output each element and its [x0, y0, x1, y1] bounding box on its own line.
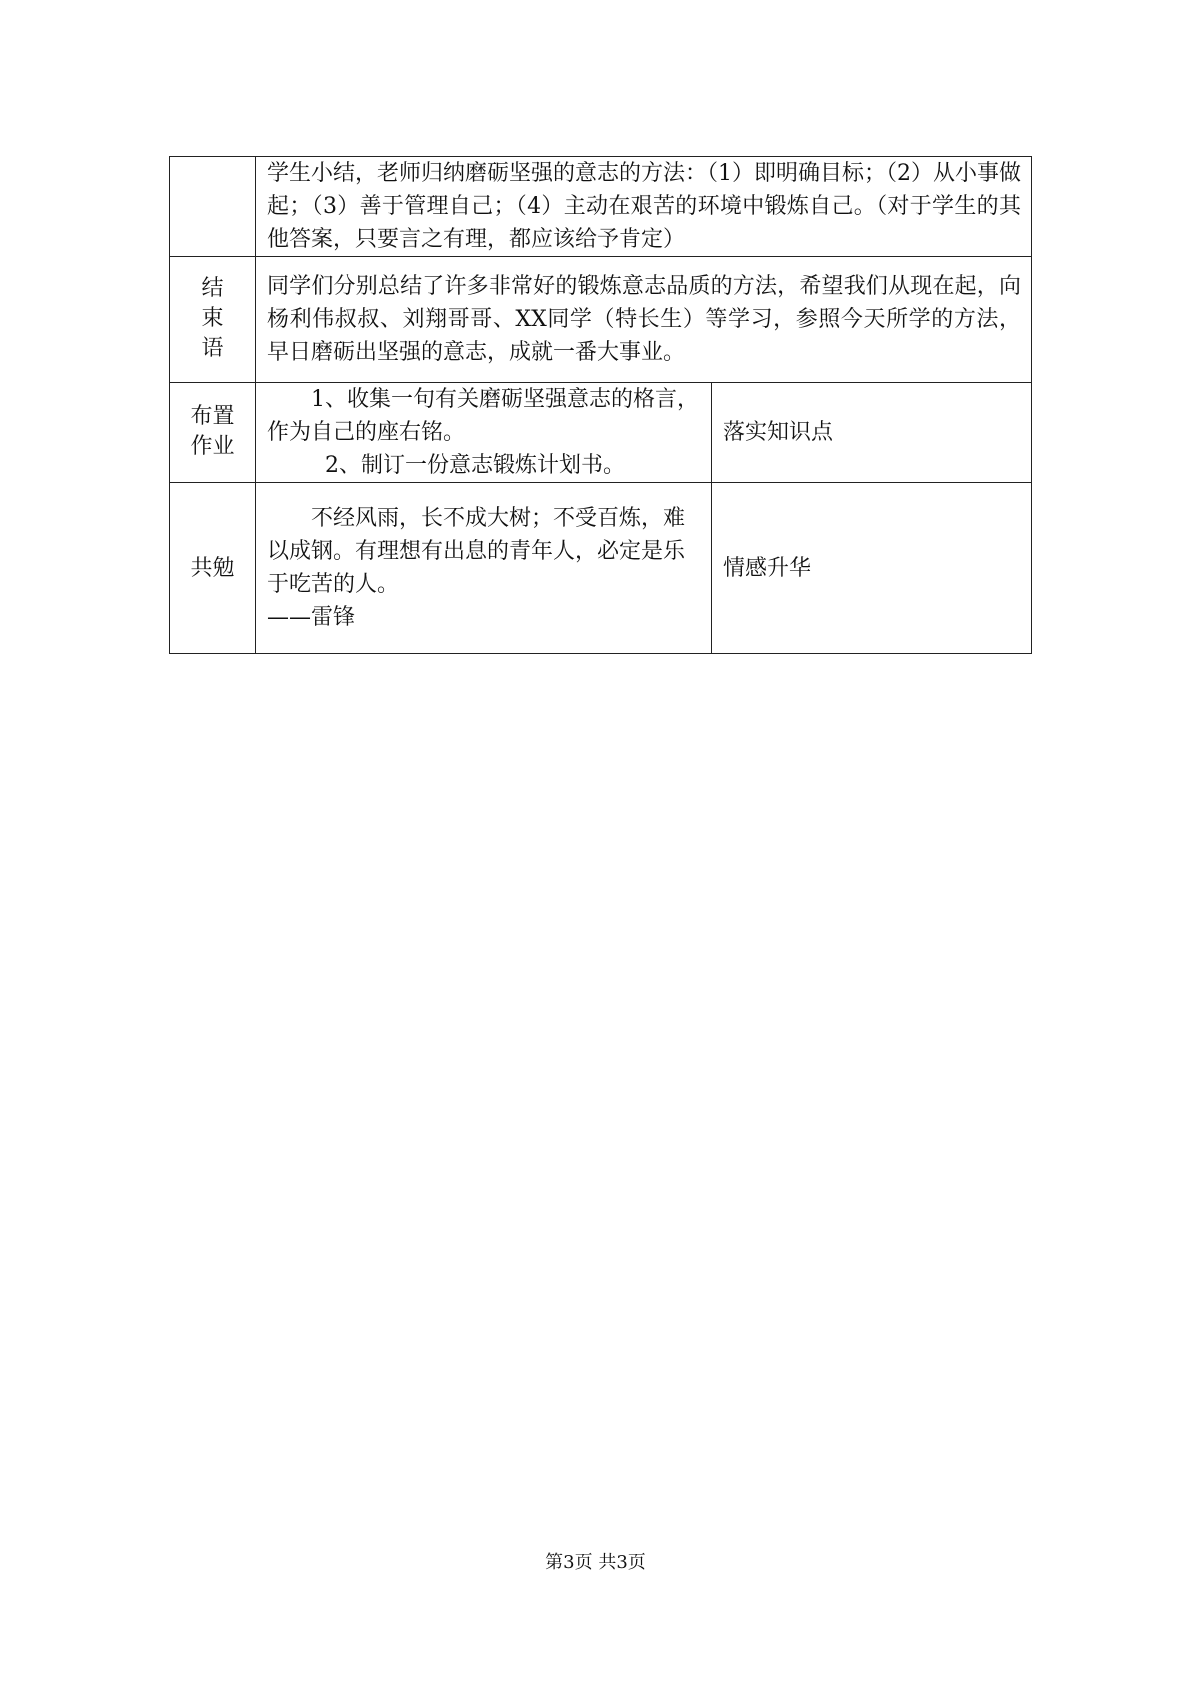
closing-row	[170, 257, 1032, 383]
encourage-purpose: 情感升华	[723, 555, 812, 581]
homework-purpose: 落实知识点	[723, 420, 834, 445]
summary-label-cell	[170, 157, 256, 257]
encourage-content-cell	[256, 483, 712, 654]
homework-content-cell	[256, 383, 712, 483]
homework-item-2: 2、制订一份意志锻炼计划书。	[325, 453, 625, 478]
homework-label-cell	[170, 383, 256, 483]
closing-text: 同学们分别总结了许多非常好的锻炼意志品质的方法，希望我们从现在起，向杨利伟叔叔、刘翔哥哥、XX同学（特长生）等学习，参照今天所学的方法，早日磨砺出坚强的意志，成就一番大事业。	[267, 274, 1021, 365]
encourage-label: 共勉	[190, 555, 235, 581]
closing-label: 结束语	[201, 276, 224, 361]
encourage-label-cell	[170, 483, 256, 654]
summary-row	[170, 157, 1032, 257]
closing-label-cell	[170, 257, 256, 383]
summary-content-cell	[256, 157, 1032, 257]
closing-content-cell	[256, 257, 1032, 383]
homework-label: 布置作业	[190, 404, 235, 459]
lesson-plan-table	[169, 156, 1032, 654]
homework-row	[170, 383, 1032, 483]
encourage-purpose-cell	[712, 483, 1032, 654]
homework-purpose-cell	[712, 383, 1032, 483]
encourage-quote: 不经风雨，长不成大树；不受百炼，难以成钢。有理想有出息的青年人，必定是乐于吃苦的人。	[267, 506, 686, 597]
summary-text: 学生小结，老师归纳磨砺坚强的意志的方法：（1）即明确目标；（2）从小事做起；（3）善于管理自己；（4）主动在艰苦的环境中锻炼自己。（对于学生的其他答案，只要言之有理，都应该给予肯定）	[267, 161, 1021, 252]
encourage-author: ——雷锋	[267, 605, 356, 630]
page-footer: 第3页 共3页	[545, 1552, 646, 1573]
encourage-row	[170, 483, 1032, 654]
homework-item-1: 1、收集一句有关磨砺坚强意志的格言，作为自己的座右铭。	[267, 387, 699, 445]
